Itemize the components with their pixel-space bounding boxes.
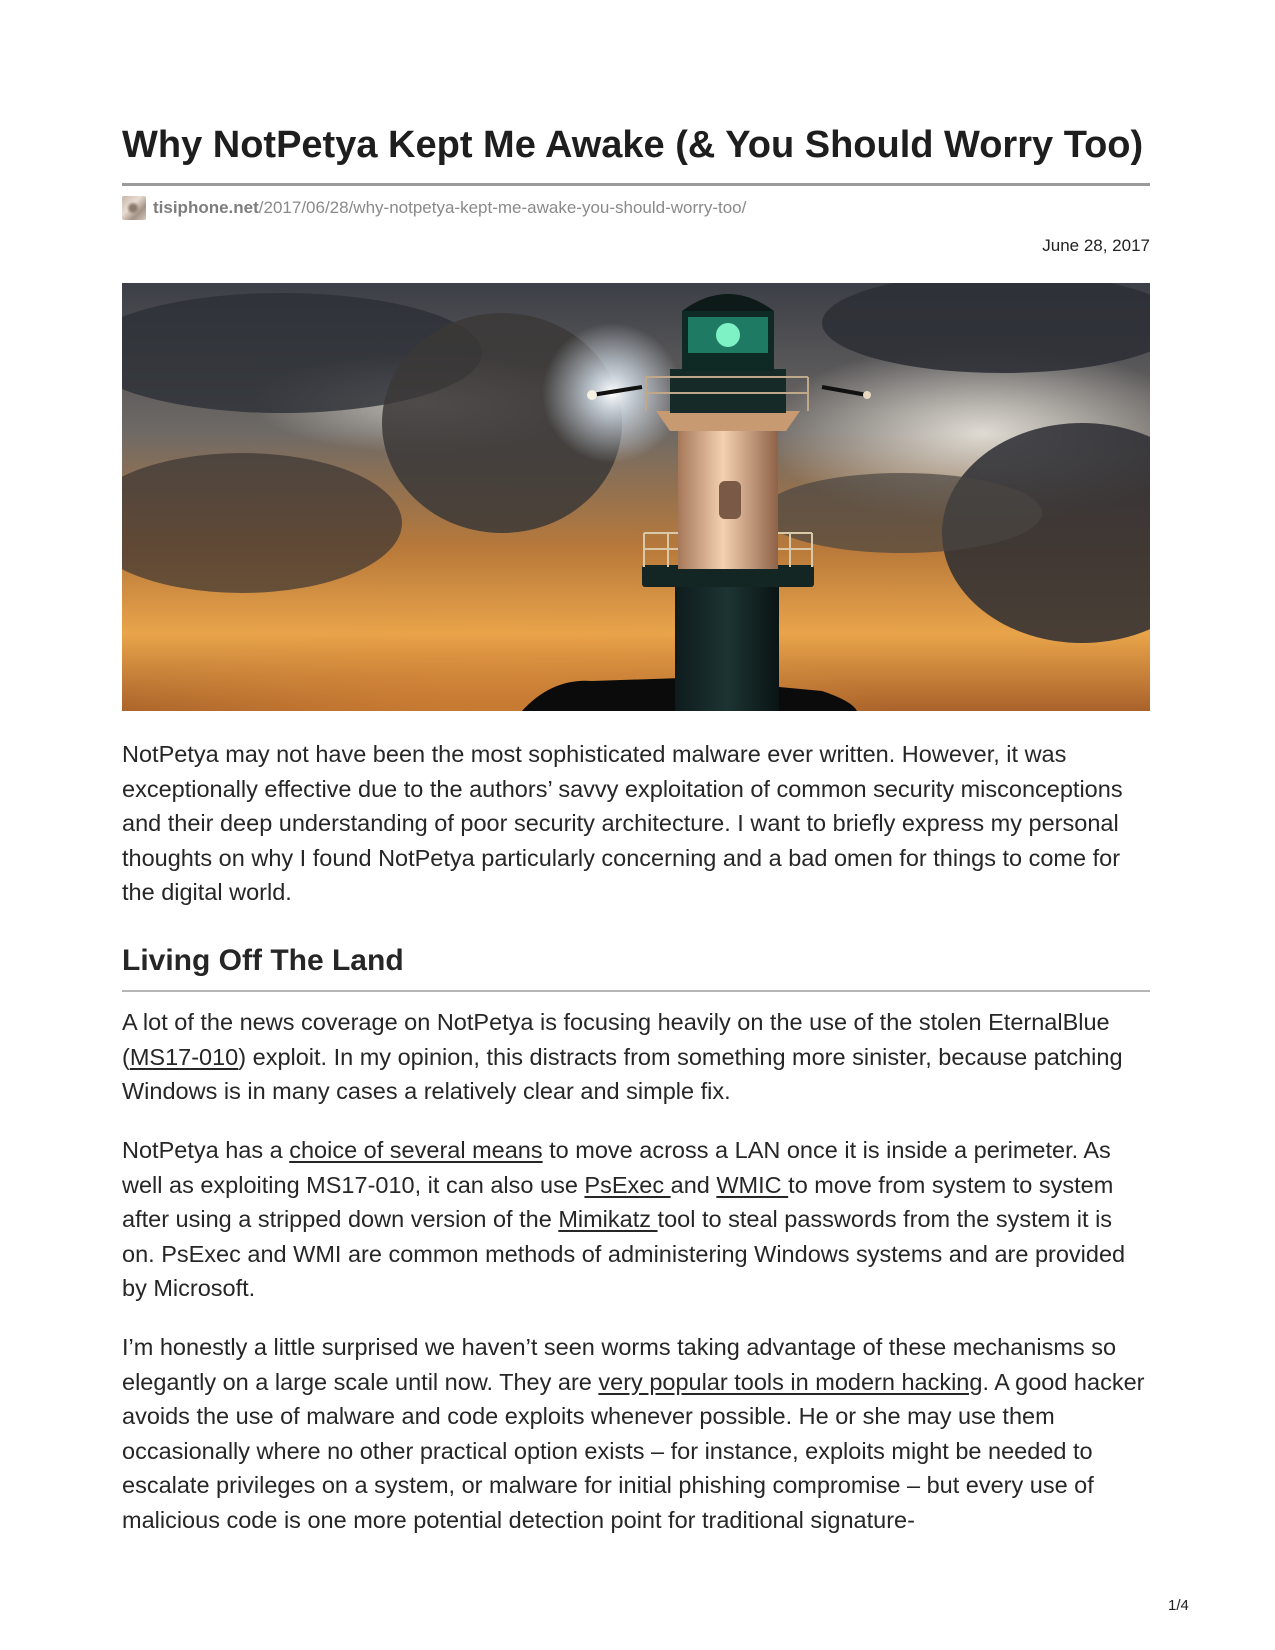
paragraph-lateral-movement [122, 1133, 1150, 1306]
intro-paragraph: NotPetya may not have been the most sophisticated malware ever written. However, it was exceptionally effective due to the authors’ savvy exploitation of common security misconceptions and their deep understanding of poor security architecture. I want to briefly express my personal thoughts on why I found NotPetya particularly concerning and a bad omen for things to come for the digital world. [122, 741, 1123, 905]
text-fragment: to move from system to system after using a stripped down version of the [122, 1171, 1114, 1232]
title-divider [122, 183, 1150, 186]
page-number: 1/4 [1168, 1597, 1189, 1614]
text-fragment: tool to steal passwords from the system it is on. PsExec and WMI are common methods of administering Windows systems and are provided by Microsoft. [122, 1206, 1126, 1301]
link-popular-tools[interactable]: very popular tools in modern hacking [598, 1368, 983, 1395]
text-fragment: and [670, 1171, 717, 1198]
article-title: Why NotPetya Kept Me Awake (& You Should Worry Too) [122, 124, 1144, 166]
paragraph-hacking-tools [122, 1330, 1150, 1537]
link-mimikatz[interactable]: Mimikatz [558, 1206, 658, 1232]
section-divider [122, 990, 1150, 992]
text-fragment: A lot of the news coverage on NotPetya is focusing heavily on the use of the stolen EternalBlue ( [122, 1009, 1110, 1070]
source-domain[interactable]: tisiphone.net [153, 198, 259, 217]
text-fragment: ) exploit. In my opinion, this distracts from something more sinister, because patching Windows is in many cases a relatively clear and simple fix. [122, 1043, 1123, 1104]
site-favicon-icon [122, 196, 146, 220]
text-fragment: I’m honestly a little surprised we haven’t seen worms taking advantage of these mechanisms so elegantly on a large scale until now. They are [122, 1334, 1117, 1395]
text-fragment: . A good hacker avoids the use of malware and code exploits whenever possible. He or she may use them occasionally where no other practical option exists – for instance, exploits might be needed to escalate privileges on a system, or malware for initial phishing compromise – but every use of malicious code is one more potential detection point for traditional signature- [122, 1368, 1145, 1533]
text-fragment: to move across a LAN once it is inside a perimeter. As well as exploiting MS17-010, it can also use [122, 1137, 1111, 1198]
link-choice-of-means[interactable]: choice of several means [289, 1137, 543, 1163]
source-path[interactable]: /2017/06/28/why-notpetya-kept-me-awake-you-should-worry-too/ [258, 198, 747, 217]
paragraph-eternalblue [122, 1005, 1150, 1109]
link-psexec[interactable]: PsExec [584, 1171, 671, 1198]
text-fragment: NotPetya has a [122, 1137, 290, 1163]
source-url[interactable] [122, 196, 746, 220]
publish-date: June 28, 2017 [1042, 236, 1150, 255]
link-wmic[interactable]: WMIC [716, 1171, 789, 1198]
hero-image-lighthouse [122, 283, 1150, 711]
link-ms17-010[interactable]: MS17-010 [129, 1043, 239, 1070]
section-heading: Living Off The Land [122, 944, 404, 977]
